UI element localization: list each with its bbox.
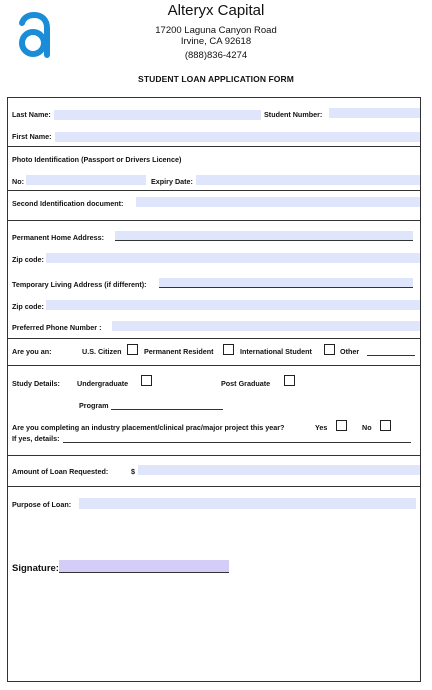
study-details-label: Study Details: (12, 379, 60, 388)
program-field-line[interactable] (111, 409, 223, 410)
last-name-field[interactable] (54, 110, 261, 120)
loan-amount-label: Amount of Loan Requested: (12, 467, 109, 476)
section-divider (7, 220, 421, 221)
form-title: STUDENT LOAN APPLICATION FORM (138, 74, 294, 84)
postgraduate-label: Post Graduate (221, 379, 271, 388)
second-id-field[interactable] (136, 197, 420, 207)
expiry-date-label: Expiry Date: (151, 177, 193, 186)
signature-label: Signature: (12, 563, 59, 574)
phone-field[interactable] (112, 321, 420, 331)
first-name-label: First Name: (12, 132, 52, 141)
us-citizen-checkbox[interactable] (127, 344, 138, 355)
temporary-address-field[interactable] (159, 278, 413, 288)
program-label: Program (79, 401, 109, 410)
section-divider (7, 365, 421, 366)
first-name-field[interactable] (55, 132, 420, 142)
company-name: Alteryx Capital (167, 2, 265, 19)
photo-id-label: Photo Identification (Passport or Drivers Licence) (12, 155, 182, 164)
us-citizen-label: U.S. Citizen (82, 347, 122, 356)
second-id-label: Second Identification document: (12, 199, 124, 208)
section-divider (7, 338, 421, 339)
company-address-line1: 17200 Laguna Canyon Road (155, 25, 277, 36)
permanent-address-label: Permanent Home Address: (12, 233, 104, 242)
section-divider (7, 486, 421, 487)
placement-yes-label: Yes (315, 423, 328, 432)
phone-label: Preferred Phone Number : (12, 323, 102, 332)
international-student-checkbox[interactable] (324, 344, 335, 355)
placement-no-checkbox[interactable] (380, 420, 391, 431)
student-number-label: Student Number: (264, 110, 323, 119)
placement-details-label: If yes, details: (12, 434, 60, 443)
permanent-resident-label: Permanent Resident (144, 347, 214, 356)
zip-code-label: Zip code: (12, 255, 44, 264)
zip-code-label: Zip code: (12, 302, 44, 311)
loan-amount-field[interactable] (138, 465, 420, 475)
undergraduate-checkbox[interactable] (141, 375, 152, 386)
placement-no-label: No (362, 423, 372, 432)
permanent-resident-checkbox[interactable] (223, 344, 234, 355)
placement-yes-checkbox[interactable] (336, 420, 347, 431)
loan-purpose-label: Purpose of Loan: (12, 500, 72, 509)
placement-question: Are you completing an industry placement/clinical prac/major project this year? (12, 423, 285, 432)
last-name-label: Last Name: (12, 110, 51, 119)
company-address-line2: Irvine, CA 92618 (180, 36, 252, 47)
international-student-label: International Student (240, 347, 312, 356)
temporary-zip-field[interactable] (46, 300, 420, 310)
temporary-address-label: Temporary Living Address (if different): (12, 280, 147, 289)
photo-id-number-field[interactable] (26, 175, 146, 185)
photo-id-number-label: No: (12, 177, 24, 186)
undergraduate-label: Undergraduate (77, 379, 129, 388)
loan-purpose-field[interactable] (79, 498, 416, 509)
postgraduate-checkbox[interactable] (284, 375, 295, 386)
section-divider (7, 190, 421, 191)
other-field-line[interactable] (367, 355, 415, 356)
residency-label: Are you an: (12, 347, 52, 356)
student-number-field[interactable] (329, 108, 420, 118)
company-phone: (888)836-4274 (184, 50, 248, 61)
placement-details-line[interactable] (63, 442, 411, 443)
dollar-sign: $ (131, 467, 135, 476)
permanent-zip-field[interactable] (46, 253, 420, 263)
section-divider (7, 455, 421, 456)
section-divider (7, 146, 421, 147)
permanent-address-field[interactable] (115, 231, 413, 241)
expiry-date-field[interactable] (196, 175, 420, 185)
signature-field[interactable] (59, 560, 229, 573)
other-label: Other (340, 347, 360, 356)
